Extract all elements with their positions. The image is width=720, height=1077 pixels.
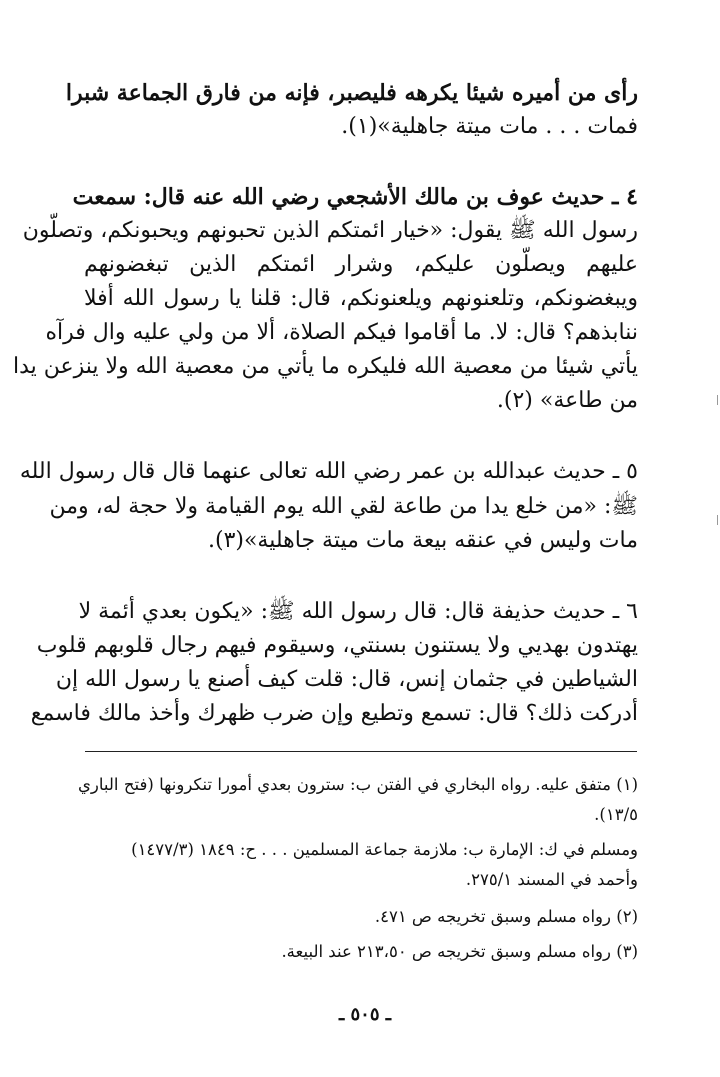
footnote-2: (٢) رواه مسلم وسبق تخريجه ص ٤٧١. xyxy=(374,907,638,926)
footnote-3: (٣) رواه مسلم وسبق تخريجه ص ٢١٣،٥٠ عند البيعة. xyxy=(281,942,638,961)
scan-mark xyxy=(717,395,718,405)
scan-mark xyxy=(717,515,718,525)
paragraph-2-line-3: عليهم ويصلّون عليكم، وشرار ائمتكم الذين تبغضونهم xyxy=(84,252,638,277)
footnote-1-line-3: ومسلم في ك: الإمارة ب: ملازمة جماعة المسلمين . . . ح: ١٨٤٩ (١٤٧٧/٣) xyxy=(131,840,638,859)
paragraph-3-line-1: ٥ ـ حديث عبدالله بن عمر رضي الله تعالى عنهما قال قال رسول الله xyxy=(19,459,638,484)
paragraph-4-line-2: يهتدون بهديي ولا يستنون بسنتي، وسيقوم فيهم رجال قلوبهم قلوب xyxy=(36,633,638,658)
paragraph-1-line-1: رأى من أميره شيئا يكرهه فليصبر، فإنه من فارق الجماعة شبرا xyxy=(65,80,638,106)
footnote-1-line-1: (١) متفق عليه. رواه البخاري في الفتن ب: سترون بعدي أمورا تنكرونها (فتح الباري xyxy=(78,775,638,794)
footnote-1-line-2: ١٣/٥). xyxy=(594,805,638,824)
paragraph-4-line-4: أدركت ذلك؟ قال: تسمع وتطيع وإن ضرب ظهرك وأخذ مالك فاسمع xyxy=(30,701,638,726)
paragraph-3-line-3: مات وليس في عنقه بيعة مات ميتة جاهلية»(٣). xyxy=(207,528,638,553)
paragraph-2-line-1: ٤ ـ حديث عوف بن مالك الأشجعي رضي الله عنه قال: سمعت xyxy=(72,184,638,210)
footnote-1-line-4: وأحمد في المسند ٢٧٥/١. xyxy=(465,870,638,889)
paragraph-2-line-5: ننابذهم؟ قال: لا. ما أقاموا فيكم الصلاة، ألا من ولي عليه وال فرآه xyxy=(45,320,638,345)
paragraph-3-line-2: ﷺ: «من خلع يدا من طاعة لقي الله يوم القيامة ولا حجة له، ومن xyxy=(49,494,638,519)
page-number: ـ ٥٠٥ ـ xyxy=(338,1004,392,1025)
footnote-separator xyxy=(85,751,637,752)
paragraph-2-line-7: من طاعة» (٢). xyxy=(496,388,638,413)
paragraph-2-line-4: ويبغضونكم، وتلعنونهم ويلعنونكم، قال: قلنا يا رسول الله أفلا xyxy=(84,286,638,311)
paragraph-2-line-6: يأتي شيئا من معصية الله فليكره ما يأتي من معصية الله ولا ينزعن يدا xyxy=(12,354,638,379)
paragraph-1-line-2: فمات . . . مات ميتة جاهلية»(١). xyxy=(341,114,638,139)
paragraph-2-line-2: رسول الله ﷺ يقول: «خيار ائمتكم الذين تحبونهم ويحبونكم، وتصلّون xyxy=(22,218,638,243)
paragraph-4-line-1: ٦ ـ حديث حذيفة قال: قال رسول الله ﷺ: «يكون بعدي أئمة لا xyxy=(78,599,638,624)
paragraph-4-line-3: الشياطين في جثمان إنس، قال: قلت كيف أصنع يا رسول الله إن xyxy=(55,667,638,692)
